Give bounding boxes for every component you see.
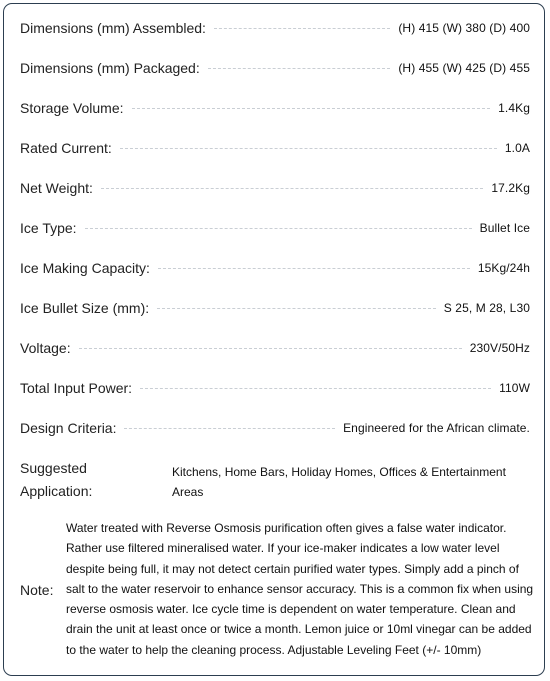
spec-label: Design Criteria: xyxy=(20,420,117,436)
suggested-application-row xyxy=(20,456,540,504)
spec-value: (H) 415 (W) 380 (D) 400 xyxy=(398,21,530,35)
spec-row-total-input-power xyxy=(20,376,530,400)
spec-label: Total Input Power: xyxy=(20,380,133,396)
spec-value: 110W xyxy=(499,381,530,395)
spec-value: (H) 455 (W) 425 (D) 455 xyxy=(398,61,530,75)
dotted-leader xyxy=(157,308,436,309)
spec-label: Dimensions (mm) Assembled: xyxy=(20,20,206,36)
spec-value: Bullet Ice xyxy=(479,221,530,235)
spec-row-ice-bullet-size xyxy=(20,296,530,320)
dotted-leader xyxy=(124,428,335,429)
note-row xyxy=(20,518,540,664)
spec-label: Rated Current: xyxy=(20,140,112,156)
spec-row-ice-making-capacity xyxy=(20,256,530,280)
spec-value: 230V/50Hz xyxy=(469,341,530,355)
spec-row-voltage xyxy=(20,336,530,360)
dotted-leader xyxy=(140,388,491,389)
spec-label: Ice Bullet Size (mm): xyxy=(20,300,150,316)
spec-value: Engineered for the African climate. xyxy=(343,421,530,435)
spec-label: Voltage: xyxy=(20,340,71,356)
dotted-leader xyxy=(158,268,470,269)
spec-label: Net Weight: xyxy=(20,180,93,196)
spec-row-ice-type xyxy=(20,216,530,240)
dotted-leader xyxy=(132,108,491,109)
spec-value: 17.2Kg xyxy=(491,181,530,195)
spec-value: 15Kg/24h xyxy=(477,261,530,275)
spec-label: Ice Type: xyxy=(20,220,77,236)
specifications-card xyxy=(3,3,545,676)
spec-row-design-criteria xyxy=(20,416,530,440)
dotted-leader xyxy=(101,188,483,189)
spec-row-rated-current xyxy=(20,136,530,160)
dotted-leader xyxy=(214,28,390,29)
spec-row-dimensions-assembled xyxy=(20,16,530,40)
spec-label: Storage Volume: xyxy=(20,100,124,116)
dotted-leader xyxy=(208,68,391,69)
dotted-leader xyxy=(79,348,462,349)
dotted-leader xyxy=(120,148,497,149)
spec-row-dimensions-packaged xyxy=(20,56,530,80)
spec-label: Dimensions (mm) Packaged: xyxy=(20,60,200,76)
spec-label: Ice Making Capacity: xyxy=(20,260,150,276)
spec-value: 1.4Kg xyxy=(498,101,530,115)
spec-row-net-weight xyxy=(20,176,530,200)
note-text: Water treated with Reverse Osmosis purification often gives a false water indicator. Rather use filtered mineralised water. If your ice-maker indicates a low water level despite being full, it may not detect certain purified water types. Simply add a pinch of salt to the water reservoir to enhance sensor accuracy. This is a common fix when using reverse osmosis water. Ice cycle time is dependent on water temperature. Clean and drain the unit at least once or twice a month. Lemon juice or 10ml vinegar can be added to the water to help the cleaning process. Adjustable Leveling Feet (+/- 10mm) xyxy=(66,521,534,657)
spec-value: 1.0A xyxy=(504,141,530,155)
dotted-leader xyxy=(85,228,472,229)
spec-row-storage-volume xyxy=(20,96,530,120)
note-label: Note: xyxy=(20,582,54,598)
suggested-application-value: Kitchens, Home Bars, Holiday Homes, Offices & Entertainment Areas xyxy=(172,465,506,499)
application-label: Application: xyxy=(20,483,93,499)
suggested-label: Suggested xyxy=(20,460,87,476)
spec-value: S 25, M 28, L30 xyxy=(443,301,530,315)
